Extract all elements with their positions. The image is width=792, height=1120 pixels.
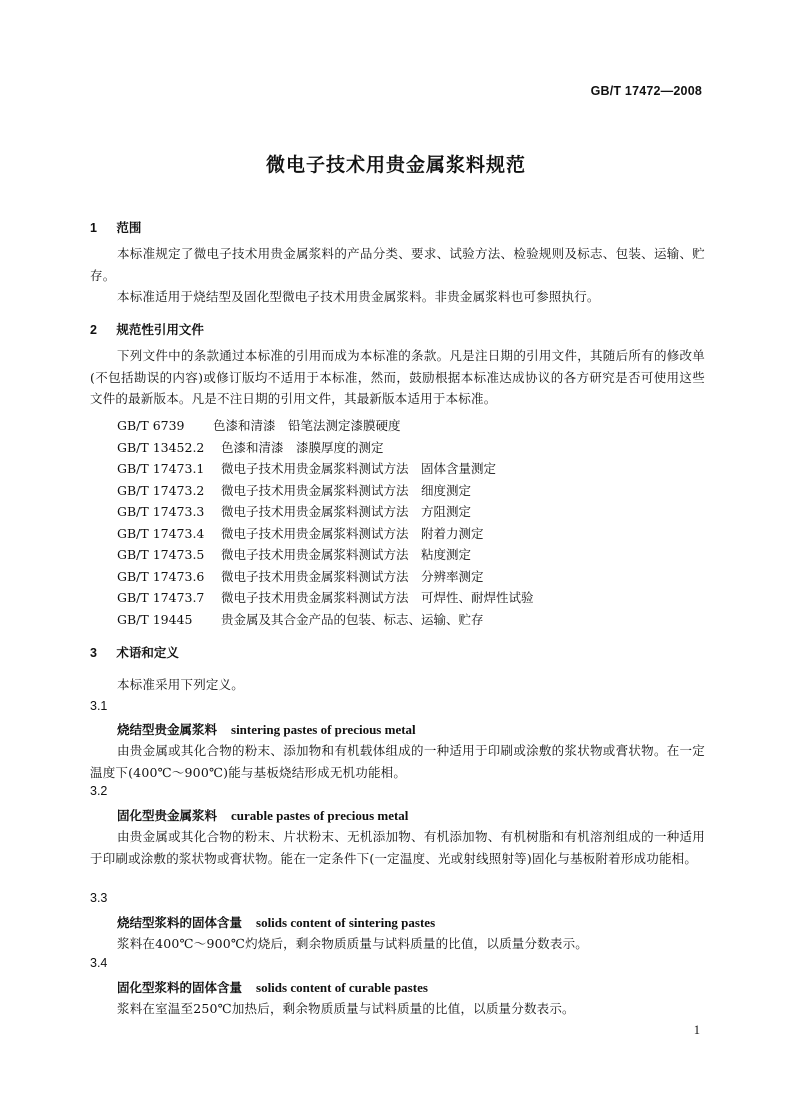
term-en: solids content of sintering pastes	[256, 915, 436, 930]
reference-code: GB/T 17473.5	[117, 547, 205, 562]
reference-row	[117, 524, 484, 542]
term-heading	[117, 913, 435, 931]
reference-code: GB/T 17473.6	[117, 569, 205, 584]
section-3-heading	[90, 643, 705, 661]
term-definition: 由贵金属或其化合物的粉末、片状粉末、无机添加物、有机添加物、有机树脂和有机溶剂组成的一种适用于印刷或涂敷的浆状物或膏状物。能在一定条件下(一定温度、光或射线照射等)固化与基板附着形成功能相。	[90, 829, 705, 866]
term-heading	[117, 978, 428, 996]
standard-code: GB/T 17472—2008	[590, 84, 702, 98]
term-zh: 烧结型浆料的固体含量	[117, 915, 243, 930]
section-title: 术语和定义	[116, 645, 179, 660]
reference-title: 微电子技术用贵金属浆料测试方法 附着力测定	[221, 526, 484, 541]
reference-title: 微电子技术用贵金属浆料测试方法 固体含量测定	[221, 461, 497, 476]
section-1-heading	[90, 218, 705, 236]
page-number: 1	[693, 1023, 700, 1037]
term-zh: 固化型浆料的固体含量	[117, 980, 243, 995]
reference-row	[117, 567, 484, 585]
reference-code: GB/T 17473.1	[117, 461, 205, 476]
reference-title: 微电子技术用贵金属浆料测试方法 方阻测定	[221, 504, 472, 519]
term-heading	[117, 806, 408, 824]
term-en: curable pastes of precious metal	[231, 808, 409, 823]
term-definition: 浆料在400℃～900℃灼烧后，剩余物质质量与试料质量的比值，以质量分数表示。	[117, 936, 588, 951]
reference-title: 微电子技术用贵金属浆料测试方法 粘度测定	[221, 547, 472, 562]
reference-row	[117, 502, 471, 520]
reference-row	[117, 545, 471, 563]
reference-row	[117, 610, 484, 628]
section-3-intro: 本标准采用下列定义。	[117, 677, 245, 692]
reference-code: GB/T 6739	[117, 418, 185, 433]
reference-title: 微电子技术用贵金属浆料测试方法 分辨率测定	[221, 569, 484, 584]
document-title: 微电子技术用贵金属浆料规范	[265, 154, 526, 176]
reference-title: 微电子技术用贵金属浆料测试方法 细度测定	[221, 483, 472, 498]
term-zh: 烧结型贵金属浆料	[117, 722, 218, 737]
section-2-intro: 下列文件中的条款通过本标准的引用而成为本标准的条款。凡是注日期的引用文件，其随后所有的修改单(不包括勘误的内容)或修订版均不适用于本标准，然而，鼓励根据本标准达成协议的各方研究是否可使用这些文件的最新版本。凡是不注日期的引用文件，其最新版本适用于本标准。	[90, 348, 705, 406]
reference-code: GB/T 17473.4	[117, 526, 205, 541]
section-number: 2	[90, 323, 97, 337]
term-number: 3.4	[90, 956, 108, 970]
reference-title: 色漆和清漆 铅笔法测定漆膜硬度	[213, 418, 401, 433]
term-heading	[117, 720, 416, 738]
term-number: 3.1	[90, 699, 108, 713]
reference-row	[117, 438, 384, 456]
reference-row	[117, 459, 496, 477]
reference-title: 色漆和清漆 漆膜厚度的测定	[221, 440, 384, 455]
reference-title: 微电子技术用贵金属浆料测试方法 可焊性、耐焊性试验	[221, 590, 534, 605]
term-definition: 由贵金属或其化合物的粉末、添加物和有机载体组成的一种适用于印刷或涂敷的浆状物或膏状物。在一定温度下(400℃～900℃)能与基板烧结形成无机功能相。	[90, 743, 705, 780]
reference-row	[117, 481, 471, 499]
section-2-heading	[90, 320, 705, 338]
section-number: 1	[90, 221, 97, 235]
reference-row	[117, 588, 534, 606]
section-title: 范围	[116, 220, 142, 235]
term-en: sintering pastes of precious metal	[231, 722, 416, 737]
section-title: 规范性引用文件	[116, 322, 204, 337]
term-definition: 浆料在室温至250℃加热后，剩余物质质量与试料质量的比值，以质量分数表示。	[117, 1001, 575, 1016]
reference-code: GB/T 17473.2	[117, 483, 205, 498]
section-number: 3	[90, 646, 97, 660]
reference-title: 贵金属及其合金产品的包装、标志、运输、贮存	[221, 612, 484, 627]
term-en: solids content of curable pastes	[256, 980, 428, 995]
term-number: 3.2	[90, 784, 108, 798]
section-1-para-2: 本标准适用于烧结型及固化型微电子技术用贵金属浆料。非贵金属浆料也可参照执行。	[117, 289, 600, 304]
reference-code: GB/T 17473.3	[117, 504, 205, 519]
term-number: 3.3	[90, 891, 108, 905]
section-1-para-1: 本标准规定了微电子技术用贵金属浆料的产品分类、要求、试验方法、检验规则及标志、包装、运输、贮存。	[90, 246, 705, 283]
reference-code: GB/T 13452.2	[117, 440, 205, 455]
reference-row	[117, 416, 401, 434]
reference-code: GB/T 19445	[117, 612, 193, 627]
reference-code: GB/T 17473.7	[117, 590, 205, 605]
term-zh: 固化型贵金属浆料	[117, 808, 218, 823]
